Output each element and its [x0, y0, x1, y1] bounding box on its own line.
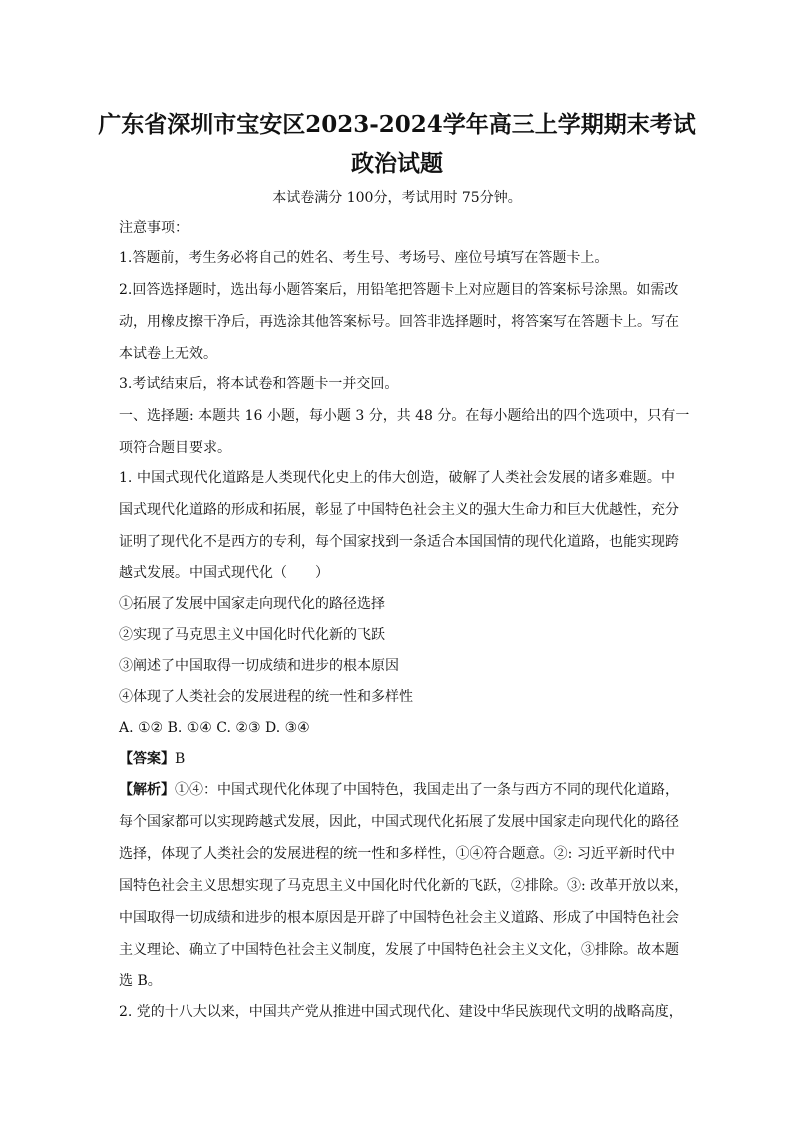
section-heading-line-1: 一、选择题: 本题共 16 小题，每小题 3 分，共 48 分。在每小题给出的四个选项中，只有一	[119, 408, 690, 424]
analysis-line-1	[119, 781, 679, 799]
question-1-line-1: 1. 中国式现代化道路是人类现代化史上的伟大创造，破解了人类社会发展的诸多难题。中	[119, 470, 675, 486]
question-1-option-1: ①拓展了发展中国家走向现代化的路径选择	[119, 596, 385, 612]
question-1-choices: A. ①② B. ①④ C. ②③ D. ③④	[119, 720, 310, 736]
notice-item-1: 1.答题前，考生务必将自己的姓名、考生号、考场号、座位号填写在答题卡上。	[119, 250, 609, 266]
question-1-option-4: ④体现了人类社会的发展进程的统一性和多样性	[119, 689, 413, 705]
analysis-line-5: 中国取得一切成绩和进步的根本原因是开辟了中国特色社会主义道路、形成了中国特色社会	[119, 910, 679, 926]
analysis-line-4: 国特色社会主义思想实现了马克思主义中国化时代化新的飞跃，②排除。③: 改革开放以来，	[119, 878, 689, 894]
notice-item-2-line-2: 动，用橡皮擦干净后，再选涂其他答案标号。回答非选择题时，将答案写在答题卡上。写在	[119, 314, 679, 330]
document-subject-title: 政治试题	[351, 150, 443, 177]
document-title: 广东省深圳市宝安区2023-2024学年高三上学期期末考试	[98, 111, 696, 138]
answer-value: B	[175, 751, 186, 767]
question-2-line-1: 2. 党的十八大以来，中国共产党从推进中国式现代化、建设中华民族现代文明的战略高度，	[119, 1004, 683, 1020]
section-heading-line-2: 项符合题目要求。	[119, 440, 231, 456]
exam-info: 本试卷满分 100分，考试用时 75分钟。	[272, 190, 522, 206]
question-1-option-3: ③阐述了中国取得一切成绩和进步的根本原因	[119, 658, 399, 674]
notice-heading: 注意事项：	[119, 220, 189, 236]
analysis-line-7: 选 B。	[119, 973, 162, 989]
notice-item-2-line-1: 2.回答选择题时，选出每小题答案后，用铅笔把答题卡上对应题目的答案标号涂黑。如需改	[119, 282, 679, 298]
analysis-line-2: 每个国家都可以实现跨越式发展，因此，中国式现代化拓展了发展中国家走向现代化的路径	[119, 814, 679, 830]
question-1-line-3: 证明了现代化不是西方的专利，每个国家找到一条适合本国国情的现代化道路，也能实现跨	[119, 534, 679, 550]
question-1-option-2: ②实现了马克思主义中国化时代化新的飞跃	[119, 627, 385, 643]
analysis-line-6: 主义理论、确立了中国特色社会主义制度，发展了中国特色社会主义文化，③排除。故本题	[119, 942, 679, 958]
question-1-line-2: 国式现代化道路的形成和拓展，彰显了中国特色社会主义的强大生命力和巨大优越性，充分	[119, 502, 679, 518]
notice-item-3: 3.考试结束后，将本试卷和答题卡一并交回。	[119, 376, 399, 392]
analysis-line-3: 选择，体现了人类社会的发展进程的统一性和多样性，①④符合题意。②: 习近平新时代中	[119, 846, 675, 862]
notice-item-2-line-3: 本试卷上无效。	[119, 346, 217, 362]
analysis-text-1: ①④：中国式现代化体现了中国特色，我国走出了一条与西方不同的现代化道路，	[175, 782, 679, 798]
answer-line	[119, 750, 185, 768]
analysis-label: 【解析】	[119, 782, 175, 798]
question-1-line-4: 越式发展。中国式现代化（ ）	[119, 565, 329, 581]
answer-label: 【答案】	[119, 751, 175, 767]
